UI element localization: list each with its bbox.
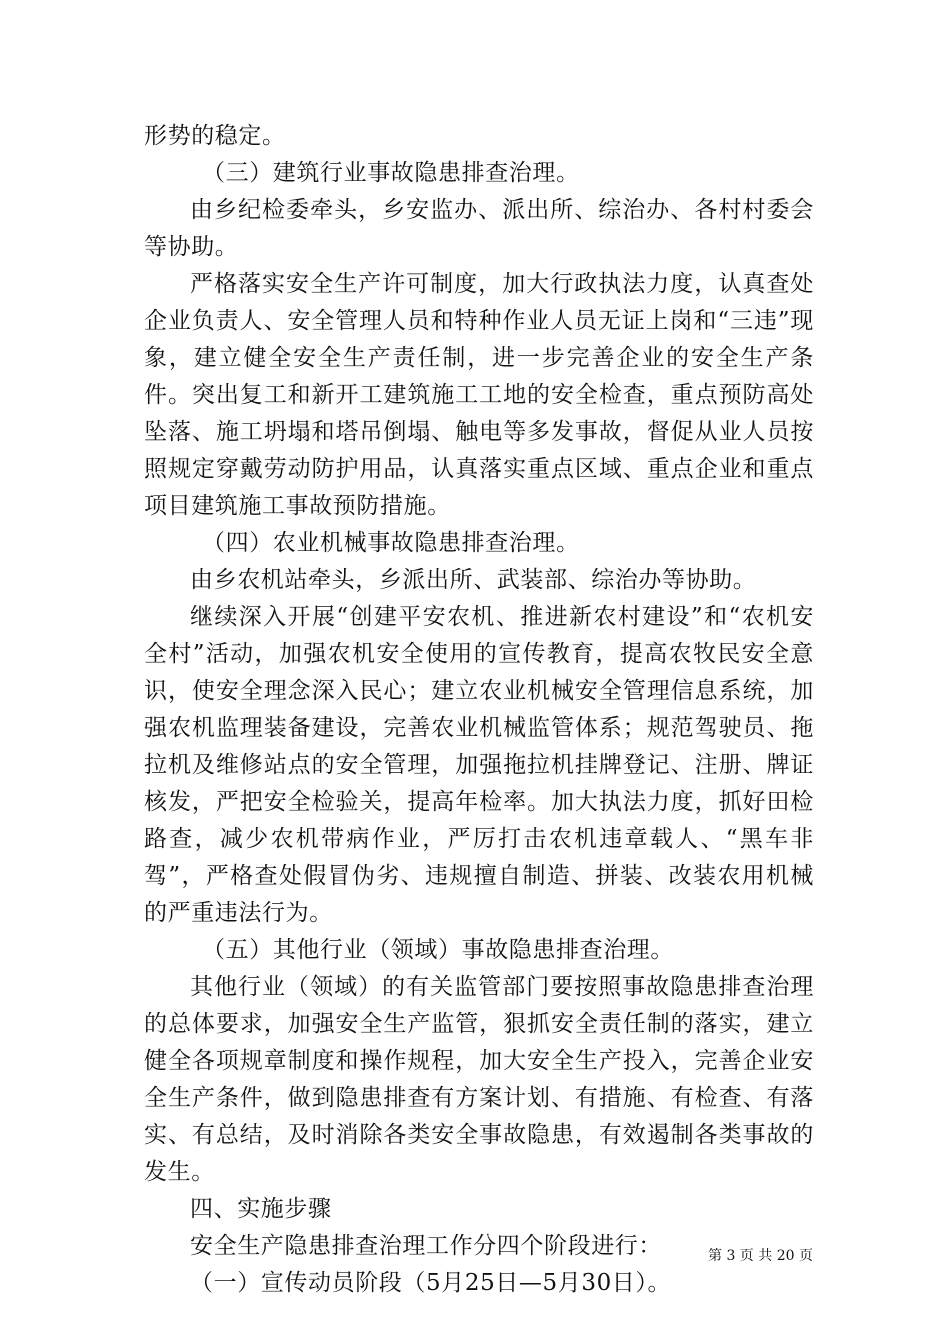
section-heading-implementation-steps: 四、实施步骤 [190,1196,332,1222]
section-heading-agriculture: （四）农业机械事故隐患排查治理。 [202,530,580,556]
paragraph-agriculture-details: 继续深入开展“创建平安农机、推进新农村建设”和“农机安全村”活动，加强农机安全使用的宣传教育，提高农牧民安全意识，使安全理念深入民心；建立农业机械安全管理信息系统，加强农机监理装备建设，完善农业机械监管体系；规范驾驶员、拖拉机及维修站点的安全管理，加强拖拉机挂牌登记、注册、牌证核发，严把安全检验关，提高年检率。加大执法力度，抓好田检路查，减少农机带病作业，严厉打击农机违章载人、“黑车非驾”，严格查处假冒伪劣、违规擅自制造、拼装、改装农用机械的严重违法行为。 [144,604,814,926]
section-heading-phase-one: （一）宣传动员阶段（5月25日—5月30日）。 [190,1270,672,1296]
paragraph-construction-details: 严格落实安全生产许可制度，加大行政执法力度，认真查处企业负责人、安全管理人员和特种作业人员无证上岗和“三违”现象，建立健全安全生产责任制，进一步完善企业的安全生产条件。突出复工和新开工建筑施工工地的安全检查，重点预防高处坠落、施工坍塌和塔吊倒塌、触电等多发事故，督促从业人员按照规定穿戴劳动防护用品，认真落实重点区域、重点企业和重点项目建筑施工事故预防措施。 [144,271,814,519]
paragraph-agriculture-lead: 由乡农机站牵头，乡派出所、武装部、综治办等协助。 [190,567,757,593]
section-heading-construction: （三）建筑行业事故隐患排查治理。 [202,160,580,186]
document-body [144,118,814,1302]
paragraph-implementation-intro: 安全生产隐患排查治理工作分四个阶段进行： [190,1233,662,1259]
section-heading-other-industries: （五）其他行业（领域）事故隐患排查治理。 [202,937,674,963]
paragraph-construction-lead: 由乡纪检委牵头，乡安监办、派出所、综治办、各村村委会等协助。 [144,197,814,260]
paragraph-other-industries-details: 其他行业（领域）的有关监管部门要按照事故隐患排查治理的总体要求，加强安全生产监管，狠抓安全责任制的落实，建立健全各项规章制度和操作规程，加大安全生产投入，完善企业安全生产条件，做到隐患排查有方案计划、有措施、有检查、有落实、有总结，及时消除各类安全事故隐患，有效遏制各类事故的发生。 [144,974,814,1185]
page-number-footer: 第 3 页 共 20 页 [708,1248,813,1264]
paragraph-continuation: 形势的稳定。 [144,123,286,149]
